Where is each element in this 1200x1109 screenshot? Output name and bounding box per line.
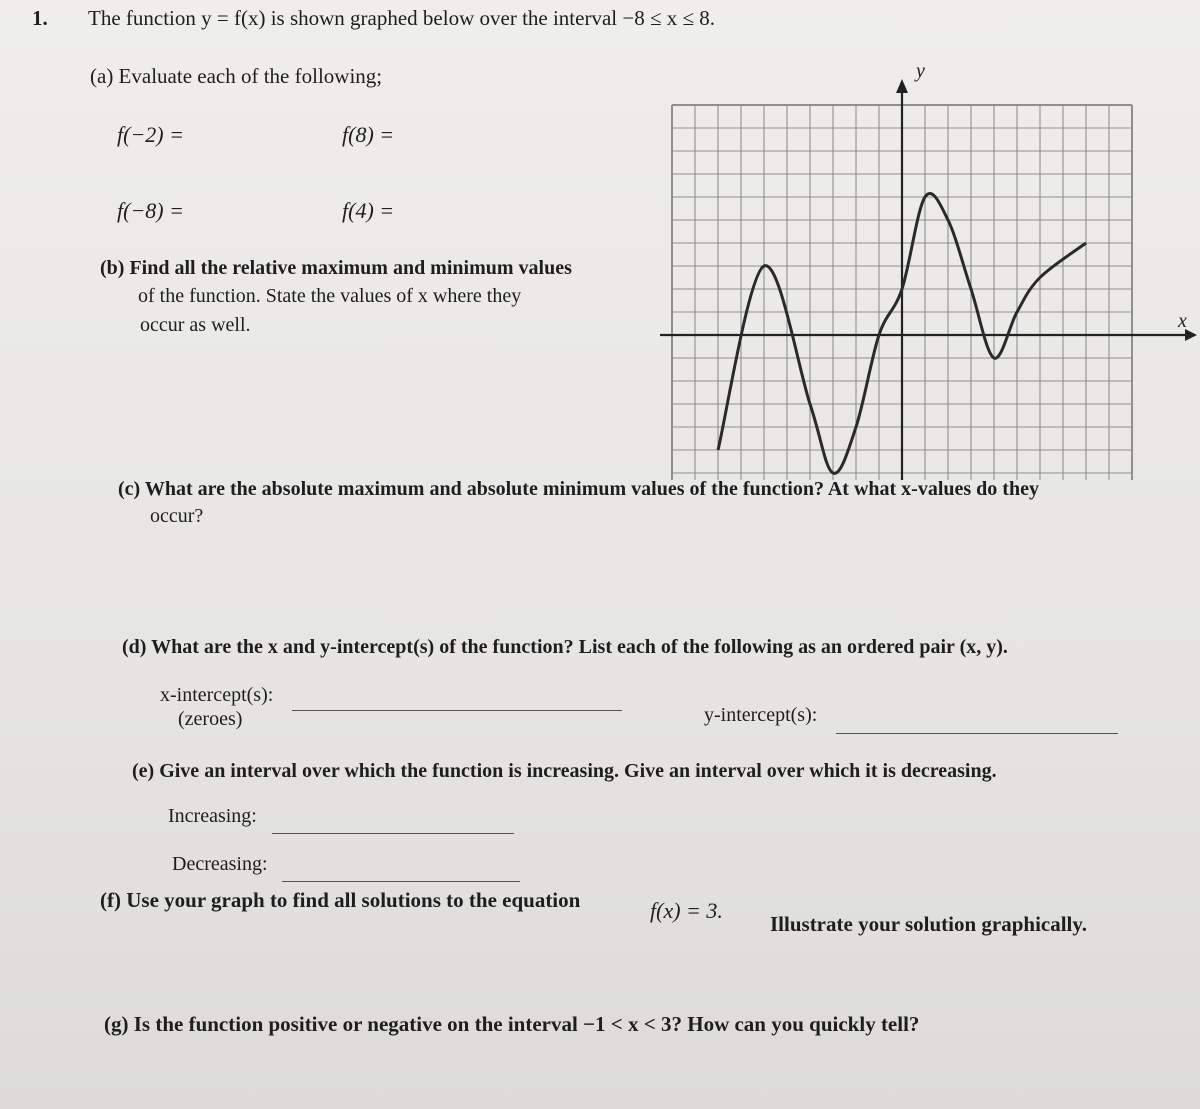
increasing-label: Increasing:	[168, 805, 257, 827]
y-intercept-label: y-intercept(s):	[704, 704, 818, 726]
x-intercept-label: x-intercept(s):	[160, 684, 274, 706]
eval-f-neg8: f(−8) =	[117, 198, 184, 223]
decreasing-answer-line[interactable]	[282, 881, 520, 882]
part-d-question: (d) What are the x and y-intercept(s) of the function? List each of the following as an ordered pair (x, y).	[122, 636, 1008, 658]
part-c-line2: occur?	[150, 505, 204, 527]
eval-f-8: f(8) =	[342, 122, 395, 147]
y-intercept-answer-line[interactable]	[836, 733, 1118, 734]
x-intercept-answer-line[interactable]	[292, 710, 622, 711]
problem-number: 1.	[32, 6, 48, 30]
function-graph	[660, 55, 1200, 480]
part-c-line1: (c) What are the absolute maximum and absolute minimum values of the function? At what x-values do they	[118, 478, 1039, 500]
part-e-question: (e) Give an interval over which the function is increasing. Give an interval over which it is decreasing.	[132, 760, 997, 782]
zeroes-label: (zeroes)	[178, 708, 243, 730]
part-b-line3: occur as well.	[140, 314, 251, 336]
eval-f-4: f(4) =	[342, 198, 395, 223]
part-f-text-before: (f) Use your graph to find all solutions to the equation	[100, 888, 581, 912]
problem-intro: The function y = f(x) is shown graphed below over the interval −8 ≤ x ≤ 8.	[88, 6, 716, 30]
part-b-line2: of the function. State the values of x where they	[138, 285, 522, 307]
y-axis-arrow-icon	[896, 79, 908, 93]
part-a-label: (a) Evaluate each of the following;	[90, 64, 383, 88]
part-f-equation: f(x) = 3.	[650, 898, 723, 923]
part-b-line1: (b) Find all the relative maximum and minimum values	[100, 257, 572, 279]
part-f-text-after: Illustrate your solution graphically.	[770, 912, 1087, 936]
x-axis-label: x	[1178, 310, 1187, 332]
decreasing-label: Decreasing:	[172, 853, 268, 875]
y-axis-label: y	[916, 60, 925, 82]
eval-f-neg2: f(−2) =	[117, 122, 184, 147]
part-g-question: (g) Is the function positive or negative on the interval −1 < x < 3? How can you quickly tell?	[104, 1012, 920, 1036]
increasing-answer-line[interactable]	[272, 833, 514, 834]
